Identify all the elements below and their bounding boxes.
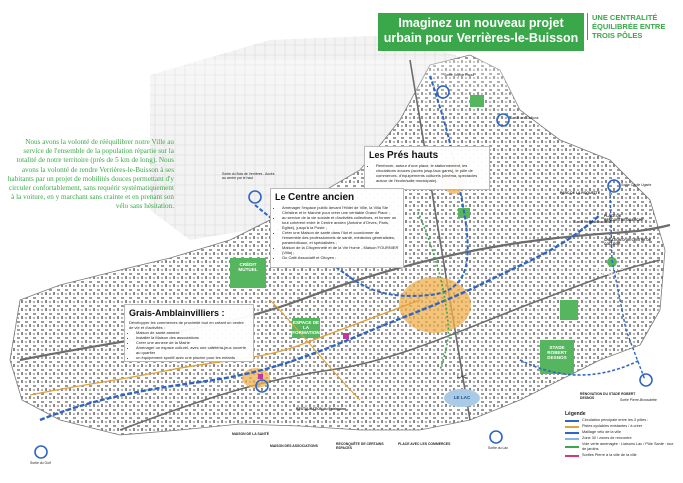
label-exit: Sortie du Bois de Verrières - Accès au centre par le haut (222, 172, 275, 180)
callout-item: • Aménager l'espace public devant l'Hôtel de Ville, la Villa Ste Christine et le Marché pour créer une véritable Grand Place ; (282, 205, 399, 215)
callout-centre-ancien (270, 188, 404, 268)
callout-pres-hauts (364, 146, 490, 190)
legend-row (565, 442, 677, 452)
label-project: PLACE DE RENCONTRES/MARCHE (604, 214, 644, 222)
tagline: UNE CENTRALITÉ ÉQUILIBRÉE ENTRE TROIS PÔLES (587, 13, 672, 40)
label-exit: Sortie du Lac (488, 446, 508, 450)
label-exit: Sortie Sophie Raoul (444, 73, 475, 77)
callout-item: • Ou Café Associatif et Citoyen ; (282, 255, 399, 260)
legend-label: Pistes cyclables existantes / à créer (582, 424, 643, 428)
label-project: MAISON DES ASSOCIATIONS (270, 444, 318, 448)
callout-item: • Créer une Maison de santé dans l'ilot et coordonner de l'ensemble des professionnels de santé, médecins généralistes, paramédicaux, et spécialistes ; (282, 230, 399, 245)
place-le-lac: LE LAC (453, 395, 471, 400)
legend-label: Circulation principale entre les 3 pôles : (582, 418, 649, 422)
label-project: CRÉATION D'UN CENTRE DE COLLÈGE (604, 238, 652, 246)
place-credit-mutuel: CRÉDIT MUTUEL (238, 262, 258, 272)
place-espace: ESPACE DE LA FORMATION (292, 320, 320, 335)
place-lac: LAC (457, 374, 467, 379)
legend-label: Maillage vélo de la ville (582, 430, 622, 434)
label-project: RECONQUÊTE DE CERTAINS ESPACES (336, 442, 384, 450)
legend-title: Légende (565, 411, 586, 417)
callout-item: • un équipement sportif avec une piscine pour les enfants (136, 355, 249, 360)
callout-title: Grais-Amblainvilliers : (129, 308, 225, 318)
legend-label: Zone 30 / zones de rencontre (582, 436, 632, 440)
callout-title: Le Centre ancien (275, 192, 355, 203)
callout-grais (124, 304, 254, 362)
legend-label: Sorties Pierre à la ville de la ville (582, 453, 637, 457)
legend-swatch (565, 426, 579, 428)
callout-item: • au service de la vie sociale et d'activités collectives, et former un tout cohérent entre le Centre ancien (Antoine d'Orves, Paris, Eglise), jusqu'à la Poste ; (282, 215, 399, 230)
label-project: RÉNOVATION DU STADE ROBERT DESNOS (580, 392, 636, 400)
place-stade: STADE ROBERT DESNOS (547, 345, 567, 360)
page-title: Imaginez un nouveau projet urbain pour Verrières-le-Buisson (378, 13, 584, 51)
legend-row (565, 418, 677, 423)
callout-item: • Maison de la Citoyenneté et de la Vie Home - Maison FOURNIER (Villa) ; (282, 245, 399, 255)
legend-swatch (565, 420, 579, 422)
legend-swatch (565, 432, 579, 434)
callout-item: • Aménager un espace culturel, avec une cafétéria-jeux ouverte au quartier (136, 345, 249, 355)
label-exit: Sortie des Gaillons (510, 116, 539, 120)
legend-swatch (565, 455, 579, 457)
place-petits-ruisseaux: LES PETITS RUISSEAUX (596, 266, 624, 276)
callout-title: Les Prés hauts (369, 150, 439, 161)
label-exit: Sortie du Golf (30, 461, 51, 465)
callout-item: • Installer la Maison des associations (136, 335, 249, 340)
legend-row (565, 424, 677, 429)
legend-label: Voie verte aménagée : Liaisons Lac / Pôle Santé : tour de jardins (582, 442, 674, 451)
callout-intro: Développer les commerces de proximité tout en créant un centre de vie et d'activités : (129, 320, 244, 330)
label-project: MAISON DE LA SANTÉ (232, 432, 269, 436)
label-exit: Sortie Cécile Ugarte (621, 183, 652, 187)
legend-swatch (565, 446, 579, 448)
legend-swatch (565, 438, 579, 440)
legend-row (565, 453, 677, 458)
callout-item: • Maison de santé annexe (136, 330, 249, 335)
legend (565, 412, 677, 459)
label-exit: Sortie Pierre-Brossolette (574, 220, 611, 224)
legend-row (565, 430, 677, 435)
callout-item: • Renforcer, autour d'une place, le stationnement, les circulations douces (accès jusqu'aux gares), le pôle de commerces, d'équipements culturels (cinéma, spectacles autour de l'école/salle municipale). (376, 163, 485, 183)
label-project: PLACE AVEC LES COMMERCES (398, 442, 451, 446)
label-project: PARC DE LA ROQUETTE (560, 191, 601, 195)
label-project: RESTAURATION du Patrimoine (296, 407, 346, 411)
label-exit: Sortie Pierre-Brossolette (620, 398, 657, 402)
callout-item: • Créer une annexe de la Mairie (136, 340, 249, 345)
legend-row (565, 436, 677, 441)
intro-text: Nous avons la volonté de rééquilibrer notre Ville au service de l'ensemble de la population répartie sur la totalité de notre territoire (près de 5 km de long). Nous avons la volonté de rendre Verrières-le-Buisson à ses habitants par un projet de mobilités douces permettant d'y circuler confortablement, sans requérir systématiquement à la voiture, en y marchant sans crainte et en prenant son vélo sans hésitation. (7, 138, 174, 211)
